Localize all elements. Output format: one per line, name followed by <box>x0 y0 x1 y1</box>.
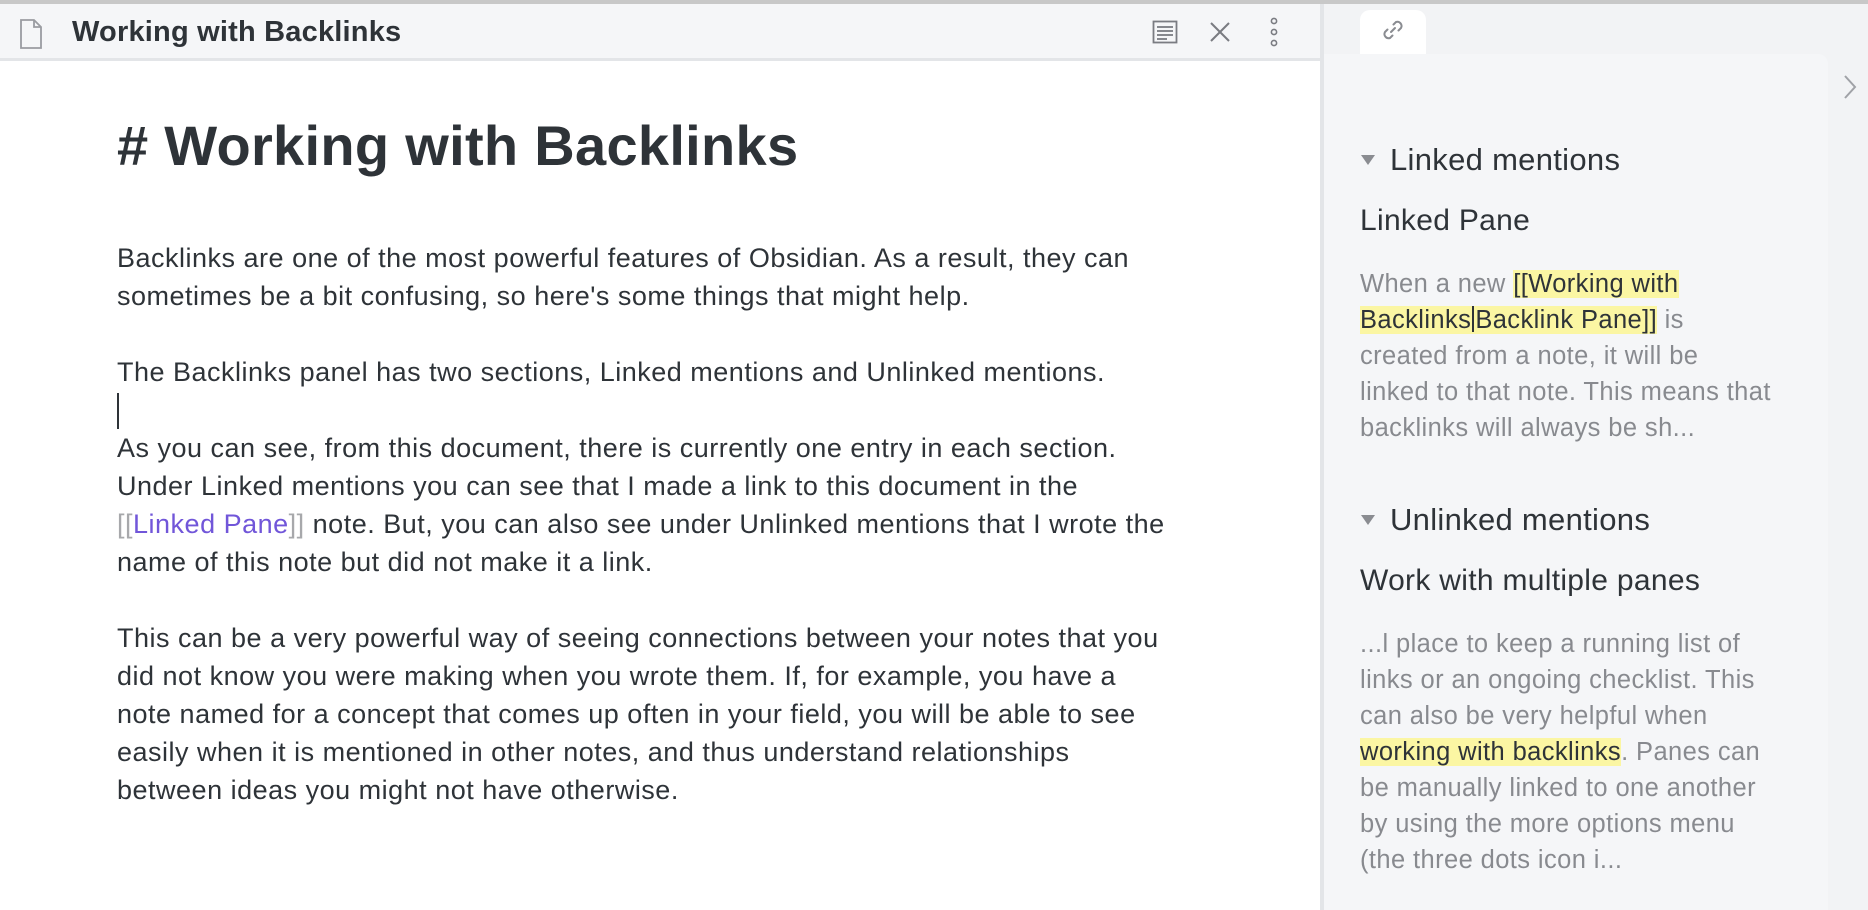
text-line: did not know you were making when you wrote them. If, for example, you have a <box>117 661 1117 691</box>
reading-view-icon <box>1152 20 1178 49</box>
text-line <box>117 505 1197 543</box>
editor-header <box>0 4 1320 61</box>
snippet-line <box>1360 302 1790 338</box>
backlink-snippet[interactable] <box>1360 266 1790 446</box>
unlinked-snippet[interactable] <box>1360 626 1790 878</box>
text-line: Backlinks are one of the most powerful features of Obsidian. As a result, they can <box>117 243 1130 273</box>
text-line: name of this note but did not make it a link. <box>117 547 653 577</box>
internal-link-linked-pane[interactable]: Linked Pane <box>133 509 289 539</box>
backlinks-panel <box>1324 54 1828 910</box>
match-highlight: [[Working with <box>1513 270 1679 298</box>
link-bracket-open: [[ <box>117 509 134 539</box>
chevron-right-icon <box>1843 74 1857 105</box>
unlinked-mentions-header[interactable] <box>1360 502 1650 538</box>
reading-view-button[interactable] <box>1147 16 1183 52</box>
snippet-line: (the three dots icon i... <box>1360 846 1623 874</box>
text-line: Under Linked mentions you can see that I made a link to this document in the <box>117 471 1079 501</box>
snippet-text: Backlinks <box>1360 306 1472 334</box>
link-icon <box>1380 17 1406 48</box>
more-options-icon <box>1269 17 1279 52</box>
text-line: As you can see, from this document, there is currently one entry in each section. <box>117 433 1117 463</box>
snippet-line: backlinks will always be sh... <box>1360 414 1696 442</box>
snippet-line: ...l place to keep a running list of <box>1360 630 1741 658</box>
text-line: The Backlinks panel has two sections, Linked mentions and Unlinked mentions. <box>117 357 1106 387</box>
paragraph-entries <box>117 429 1197 581</box>
file-icon <box>19 19 43 49</box>
close-icon <box>1209 21 1231 48</box>
text-cursor <box>117 393 119 429</box>
snippet-line: be manually linked to one another <box>1360 774 1756 802</box>
text-line: sometimes be a bit confusing, so here's some things that might help. <box>117 281 970 311</box>
text-line: This can be a very powerful way of seeing connections between your notes that you <box>117 623 1159 653</box>
snippet-line <box>1360 734 1790 770</box>
snippet-line <box>1360 266 1790 302</box>
match-highlight <box>1360 306 1657 334</box>
snippet-line: linked to that note. This means that <box>1360 378 1771 406</box>
collapse-triangle-icon <box>1360 153 1376 167</box>
right-sidebar <box>1320 4 1868 910</box>
note-title: Working with Backlinks <box>72 16 402 48</box>
snippet-text: Backlink Pane]] <box>1475 306 1658 334</box>
paragraph-connections <box>117 619 1197 809</box>
text-run: note. But, you can also see under Unlinked mentions that I wrote the <box>304 509 1165 539</box>
match-highlight: working with backlinks <box>1360 738 1622 766</box>
collapse-sidebar-button[interactable] <box>1838 74 1862 104</box>
collapse-triangle-icon <box>1360 513 1376 527</box>
editor-pane <box>0 4 1320 910</box>
snippet-text: . Panes can <box>1621 738 1761 766</box>
paragraph-intro <box>117 239 1197 315</box>
snippet-line: created from a note, it will be <box>1360 342 1699 370</box>
snippet-line: can also be very helpful when <box>1360 702 1708 730</box>
snippet-line: by using the more options menu <box>1360 810 1735 838</box>
unlinked-mentions-label: Unlinked mentions <box>1390 502 1651 537</box>
linked-mentions-header[interactable] <box>1360 142 1620 178</box>
alias-pipe <box>1472 306 1474 332</box>
snippet-line: links or an ongoing checklist. This <box>1360 666 1755 694</box>
linked-mentions-label: Linked mentions <box>1390 142 1621 177</box>
document-heading: # Working with Backlinks <box>117 114 799 177</box>
tab-backlinks[interactable] <box>1360 10 1426 54</box>
text-line: between ideas you might not have otherwise. <box>117 775 679 805</box>
snippet-text: When a new <box>1360 270 1514 298</box>
backlink-result-title[interactable]: Linked Pane <box>1360 204 1531 237</box>
text-line: easily when it is mentioned in other notes, and thus understand relationships <box>117 737 1070 767</box>
unlinked-result-title[interactable]: Work with multiple panes <box>1360 564 1701 597</box>
snippet-text: is <box>1657 306 1684 334</box>
text-line: note named for a concept that comes up often in your field, you will be able to see <box>117 699 1136 729</box>
close-button[interactable] <box>1202 16 1238 52</box>
paragraph-sections <box>117 353 1197 391</box>
link-bracket-close: ]] <box>288 509 305 539</box>
more-options-button[interactable] <box>1256 16 1292 52</box>
